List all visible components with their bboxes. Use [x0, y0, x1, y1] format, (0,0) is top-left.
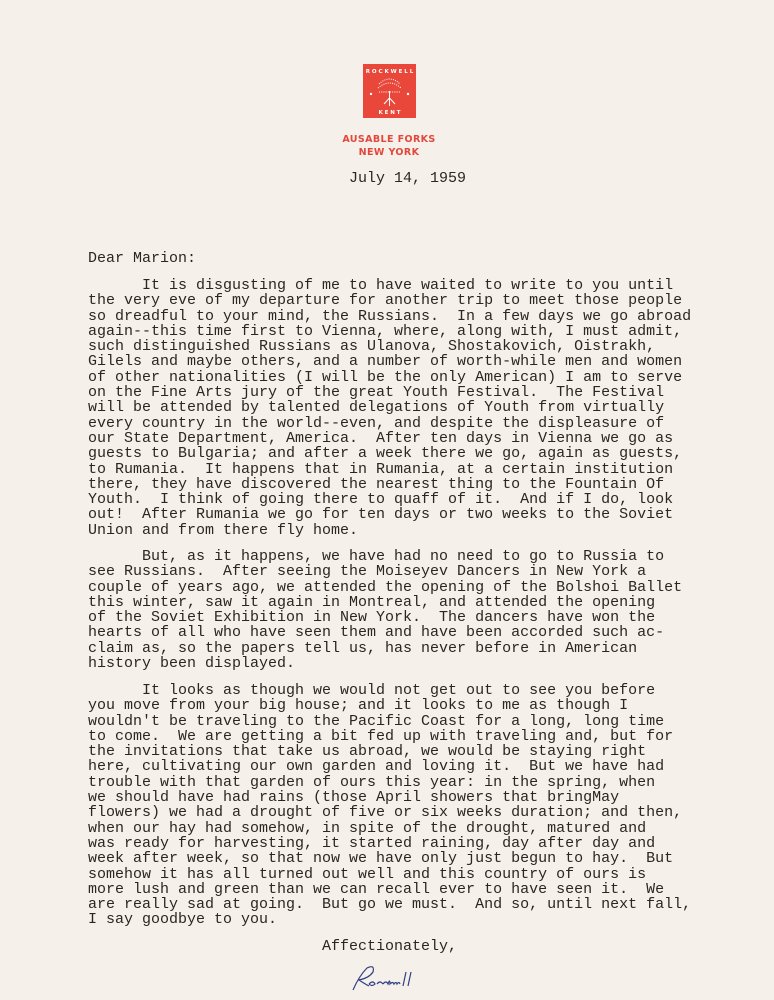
text-line: guests to Bulgaria; and after a week there we go, again as guests, — [88, 445, 683, 463]
letterhead-place-line2: NEW YORK — [358, 147, 420, 158]
closing: Affectionately, — [322, 938, 458, 955]
text-line: such distinguished Russians as Ulanova, Shostakovich, Oistrakh, — [88, 338, 656, 356]
text-line: to come. We are getting a bit fed up with traveling and, but for — [88, 727, 674, 745]
text-line: But, as it happens, we have had no need to go to Russia to — [88, 548, 665, 565]
rockwell-kent-logo — [363, 64, 416, 118]
text-line: It is disgusting of me to have waited to write to you until — [88, 277, 674, 294]
text-line: we should have had rains (those April showers that bringMay — [88, 789, 620, 807]
text-line: again--this time first to Vienna, where, along with, I must admit, — [88, 322, 683, 340]
handwritten-signature — [345, 962, 415, 994]
text-line: on the Fine Arts jury of the great Youth Festival. The Festival — [88, 384, 665, 402]
text-line: I say goodbye to you. — [88, 911, 278, 929]
text-line: hearts of all who have seen them and have been accorded such ac- — [88, 624, 665, 642]
paragraph-2 — [88, 549, 682, 671]
text-line: when our hay had somehow, in spite of the drought, matured and — [88, 819, 647, 837]
letter-date: July 14, 1959 — [349, 170, 467, 187]
text-line: out! After Rumania we go for ten days or two weeks to the Soviet — [88, 506, 674, 524]
text-line: every country in the world--even, and despite the displeasure of — [88, 414, 665, 432]
text-line: the invitations that take us abroad, we would be staying right — [88, 743, 647, 761]
text-line: you move from your big house; and it looks to me as though I — [88, 697, 629, 715]
text-line: so dreadful to your mind, the Russians. In a few days we go abroad — [88, 307, 692, 325]
text-line: here, cultivating our own garden and loving it. But we have had — [88, 758, 665, 776]
text-line: week after week, so that now we have only just begun to hay. But — [88, 850, 674, 868]
text-line: more lush and green than we can recall ever to have seen it. We — [88, 880, 665, 898]
text-line: see Russians. After seeing the Moiseyev Dancers in New York a — [88, 563, 647, 581]
text-line: wouldn't be traveling to the Pacific Coast for a long, long time — [88, 712, 665, 730]
text-line: was ready for harvesting, it started raining, day after day and — [88, 834, 656, 852]
text-line: It looks as though we would not get out to see you before — [88, 682, 656, 699]
text-line: there, they have discovered the nearest thing to the Fountain Of — [88, 475, 665, 493]
text-line: will be attended by talented delegations of Youth from virtually — [88, 399, 665, 417]
text-line: this winter, saw it again in Montreal, and attended the opening — [88, 593, 656, 611]
paragraph-3 — [88, 683, 691, 928]
text-line: claim as, so the papers tell us, has never before in American — [88, 639, 638, 657]
text-line: history been displayed. — [88, 655, 296, 673]
text-line: flowers) we had a drought of five or six weeks duration; and then, — [88, 804, 683, 822]
letterhead-place-line1: AUSABLE FORKS — [342, 134, 436, 145]
text-line: Gilels and maybe others, and a number of worth-while men and women — [88, 353, 683, 371]
svg-text:R O C K W E L L: R O C K W E L L — [365, 69, 414, 75]
text-line: our State Department, America. After ten days in Vienna we go as — [88, 429, 674, 447]
text-line: to Rumania. It happens that in Rumania, at a certain institution — [88, 460, 674, 478]
salutation: Dear Marion: — [88, 250, 197, 267]
text-line: Union and from there fly home. — [88, 521, 359, 539]
text-line: Youth. I think of going there to quaff of it. And if I do, look — [88, 491, 674, 509]
text-line: somehow it has all turned out well and this country of ours is — [88, 865, 647, 883]
paragraph-1 — [88, 278, 691, 538]
text-line: are really sad at going. But go we must. And so, until next fall, — [88, 896, 692, 914]
text-line: couple of years ago, we attended the opening of the Bolshoi Ballet — [88, 578, 683, 596]
text-line: of other nationalities (I will be the only American) I am to serve — [88, 368, 683, 386]
text-line: trouble with that garden of ours this year: in the spring, when — [88, 773, 656, 791]
svg-text:K E N T: K E N T — [378, 110, 401, 116]
text-line: of the Soviet Exhibition in New York. The dancers have won the — [88, 609, 656, 627]
text-line: the very eve of my departure for another trip to meet those people — [88, 292, 683, 310]
